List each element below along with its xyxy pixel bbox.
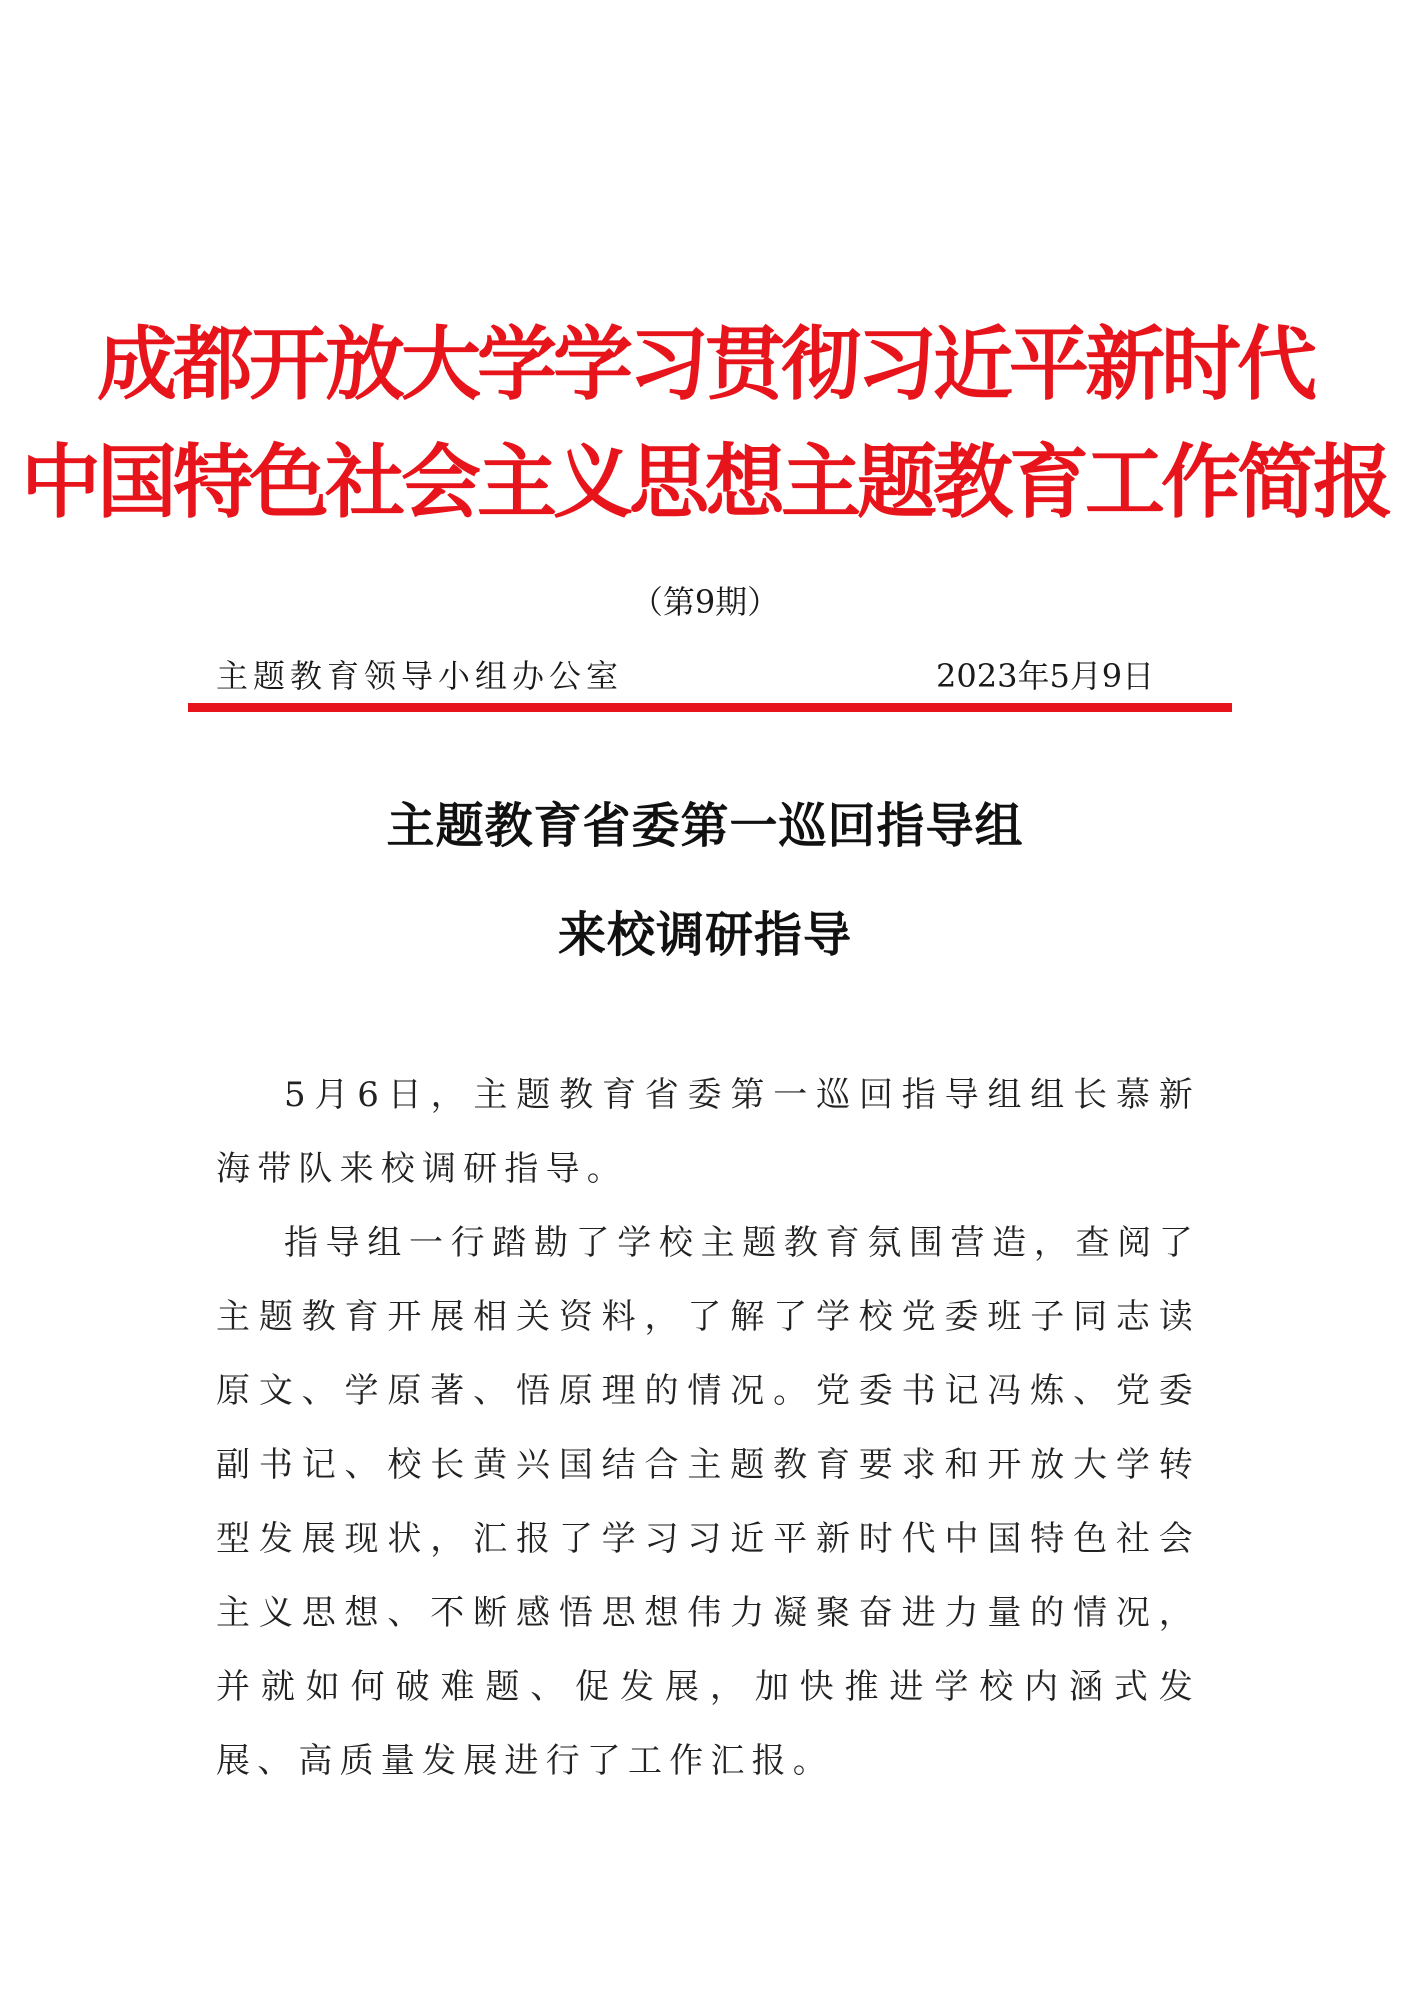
issuing-office: 主题教育领导小组办公室 bbox=[216, 657, 624, 695]
article-body bbox=[216, 1058, 1200, 1798]
paragraph-2: 指导组一行踏勘了学校主题教育氛围营造，查阅了主题教育开展相关资料，了解了学校党委班子同志读原文、学原著、悟原理的情况。党委书记冯炼、党委副书记、校长黄兴国结合主题教育要求和开放大学转型发展现状，汇报了学习习近平新时代中国特色社会主义思想、不断感悟思想伟力凝聚奋进力量的情况，并就如何破难题、促发展，加快推进学校内涵式发展、高质量发展进行了工作汇报。 bbox=[216, 1223, 1200, 1781]
issue-date: 2023年5月9日 bbox=[936, 657, 1155, 695]
article-title-line-1: 主题教育省委第一巡回指导组 bbox=[386, 798, 1024, 854]
masthead-title-line-2: 中国特色社会主义思想主题教育工作简报 bbox=[21, 436, 1389, 529]
paragraph-1: 5月6日，主题教育省委第一巡回指导组组长慕新海带队来校调研指导。 bbox=[216, 1075, 1200, 1189]
masthead-title-line-1: 成都开放大学学习贯彻习近平新时代 bbox=[97, 318, 1313, 411]
issue-number: （第9期） bbox=[630, 583, 780, 621]
article-title-line-2: 来校调研指导 bbox=[557, 907, 852, 963]
red-divider-rule bbox=[188, 703, 1232, 712]
